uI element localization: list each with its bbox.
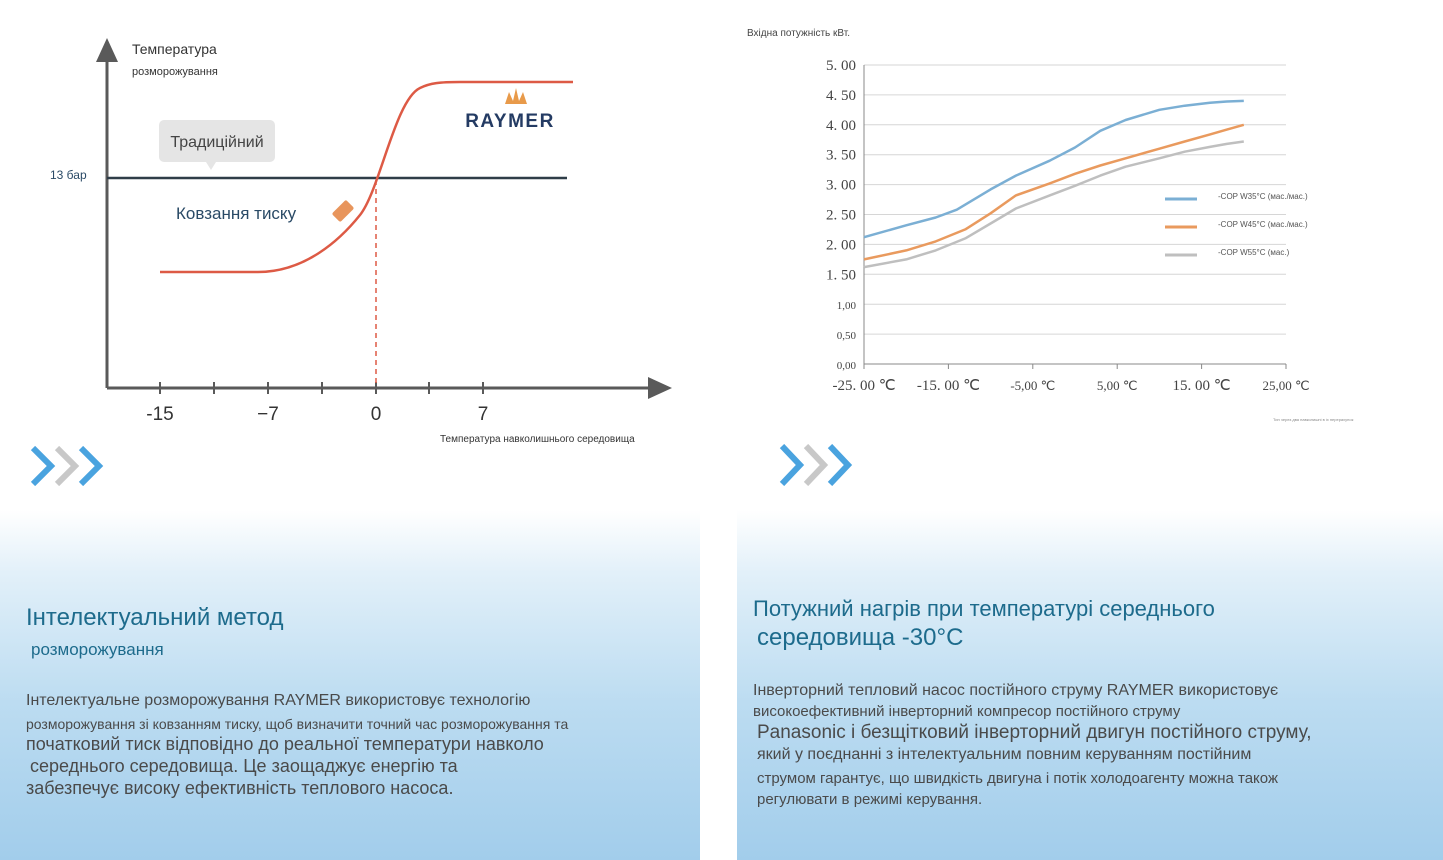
y-tick-label: 5. 00	[826, 58, 856, 74]
defrost-chart	[0, 0, 700, 510]
y-tick-label: 2. 50	[826, 207, 856, 224]
left-body-line: початковий тиск відповідно до реальної температури навколо	[26, 734, 544, 754]
sliding-marker	[332, 200, 355, 223]
y-tick-label: 0,50	[836, 330, 856, 343]
series-line	[864, 142, 1244, 268]
y-axis-title: Вхідна потужність кВт.	[747, 28, 851, 39]
raymer-logo	[465, 88, 555, 132]
y-tick-label: 1,00	[836, 300, 856, 313]
x-tick-label: 25,00 ℃	[1262, 378, 1310, 393]
right-body-line: Інверторний тепловий насос постійного струму RAYMER використовує	[753, 682, 1279, 699]
y-axis-arrow	[96, 38, 118, 62]
right-heading-line2: середовища -30°C	[757, 624, 964, 651]
left-heading: Інтелектуальний метод	[26, 604, 284, 631]
y-tick-label: 4. 50	[826, 87, 856, 104]
legend-label: -COP W55°C (мас.)	[1218, 248, 1290, 257]
y-tick-label: 1. 50	[826, 267, 856, 284]
x-tick-label: -15. 00 ℃	[916, 378, 980, 394]
left-panel	[0, 0, 700, 860]
y-tick-label: 3. 50	[826, 147, 856, 164]
right-heading-line1: Потужний нагрів при температурі середнього	[753, 596, 1215, 621]
sliding-label: Ковзання тиску	[176, 204, 297, 223]
chart-footnote: Тип через два навколишні в іх перерахунок	[1273, 417, 1354, 422]
gradient-background	[0, 510, 700, 860]
legend-label: -COP W35°C (мас./мас.)	[1218, 192, 1308, 201]
logo-flame-icon	[505, 88, 527, 104]
left-body-line: розморожування зі ковзанням тиску, щоб визначити точний час розморожування та	[26, 716, 569, 732]
x-axis-label: Температура навколишнього середовища	[440, 434, 635, 445]
legend-label: -COP W45°C (мас./мас.)	[1218, 220, 1308, 229]
right-body-line: Panasonic і безщітковий інверторний двигун постійного струму,	[757, 722, 1312, 743]
y-axis-label-1: Температура	[132, 41, 217, 57]
left-body-line: забезпечує високу ефективність теплового насоса.	[26, 778, 454, 798]
x-tick-label: -15	[146, 404, 174, 425]
traditional-tooltip	[159, 120, 275, 170]
x-tick-label: -25. 00 ℃	[832, 378, 896, 394]
chevrons-icon	[779, 444, 859, 486]
series-line	[864, 125, 1244, 260]
cop-chart	[737, 0, 1443, 510]
y-axis-label-2: розморожування	[132, 66, 218, 78]
series-line	[864, 101, 1244, 237]
x-tick-label: 5,00 ℃	[1096, 378, 1138, 393]
chevrons-icon	[30, 446, 110, 486]
logo-text: RAYMER	[465, 111, 555, 132]
y-tick-label: 4. 00	[826, 117, 856, 134]
right-body-line: високоефективний інверторний компресор постійного струму	[753, 703, 1181, 720]
y-tick-label: 3. 00	[826, 177, 856, 194]
threshold-label: 13 бар	[50, 168, 87, 182]
x-tick-label: 15. 00 ℃	[1172, 378, 1231, 394]
x-tick-label: 0	[370, 404, 382, 425]
right-body-line: регулювати в режимі керування.	[757, 791, 983, 808]
left-subheading: розморожування	[31, 640, 164, 659]
right-body-line: який у поєднанні з інтелектуальним повним керуванням постійним	[757, 746, 1252, 763]
left-body-line: Інтелектуальне розморожування RAYMER використовує технологію	[26, 692, 531, 709]
x-tick-label: 7	[477, 404, 489, 425]
right-panel	[737, 0, 1443, 860]
x-tick-label: -5,00 ℃	[1010, 378, 1056, 393]
y-tick-label: 0,00	[836, 360, 856, 372]
right-body-line: струмом гарантує, що швидкість двигуна і потік холодоагенту можна також	[757, 770, 1278, 787]
x-tick-label: −7	[257, 404, 279, 425]
x-axis-arrow	[648, 377, 672, 399]
panel-gap	[700, 510, 737, 860]
traditional-label: Традиційний	[170, 134, 264, 151]
y-tick-label: 2. 00	[826, 237, 856, 254]
left-body-line: середнього середовища. Це заощаджує енергію та	[30, 756, 458, 776]
